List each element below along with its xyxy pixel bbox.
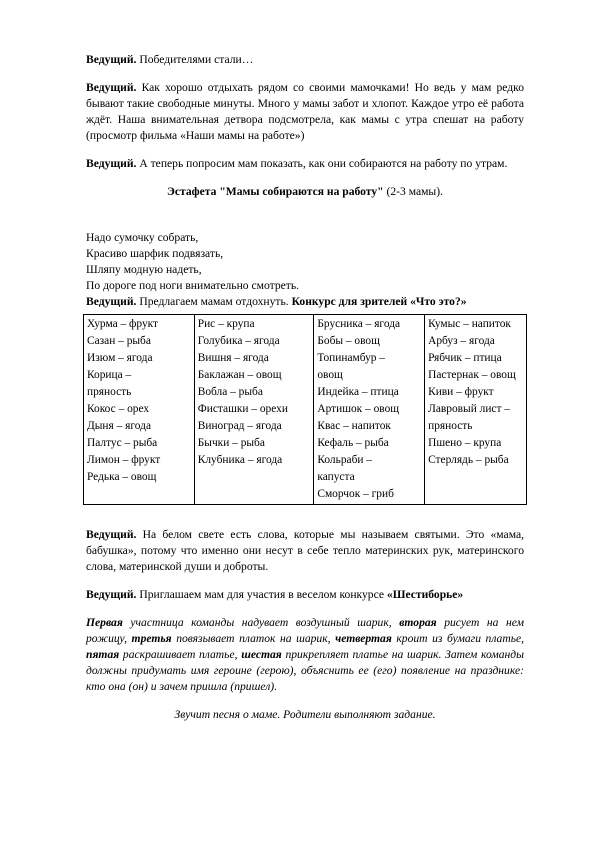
table-cell-line: Кефаль – рыба	[317, 437, 389, 449]
table-cell-line: Клубника – ягода	[197, 454, 283, 466]
table-cell-line: Лавровый лист –	[428, 403, 510, 415]
table-cell-line: Пастернак – овощ	[428, 369, 516, 381]
table-cell-line: Дыня – ягода	[87, 420, 151, 432]
table-cell-line: Арбуз – ягода	[428, 335, 495, 347]
table-cell-line: Бобы – овощ	[317, 335, 380, 347]
table-cell-line: овощ	[317, 369, 343, 381]
table-cell-line: Сазан – рыба	[87, 335, 151, 347]
table-cell-line: Рябчик – птица	[428, 352, 502, 364]
table-row	[84, 315, 527, 505]
table-cell-line: Редька – овощ	[87, 471, 157, 483]
table-column-1	[84, 315, 195, 505]
contest-task-description: Первая участница команды надувает воздушный шарик, вторая рисует на нем рожицу, третья повязывает платок на шарик, четвертая кроит из бумаги платье, пятая раскрашивает платье, шестая прикрепляет платье на шарик. Затем команды должны придумать имя героине (герою), объяснить ее (его) появление на празднике: кто она (он) и зачем пришла (пришел).	[86, 616, 525, 693]
table-cell-line: пряность	[87, 386, 132, 398]
table-cell-line: Вобла – рыба	[197, 386, 263, 398]
table-cell-line: Фисташки – орехи	[197, 403, 288, 415]
table-cell-line: Кокос – орех	[87, 403, 150, 415]
words-table	[83, 314, 527, 505]
table-cell-line: Пшено – крупа	[428, 437, 502, 449]
poem-line: Красиво шарфик подвязать,	[86, 247, 224, 260]
table-column-2	[194, 315, 314, 505]
table-cell-line: Кольраби –	[317, 454, 372, 466]
table-cell-line: Индейка – птица	[317, 386, 399, 398]
table-cell-line: капуста	[317, 471, 355, 483]
poem	[86, 230, 524, 294]
table-cell-line: Хурма – фрукт	[87, 318, 159, 330]
poem-line: Шляпу модную надеть,	[86, 263, 202, 276]
host-paragraph-sacred-words: Ведущий. На белом свете есть слова, которые мы называем святыми. Это «мама, бабушка», потому что именно они несут в себе тепло материнских рук, материнского слова, материнской души и доброты.	[86, 528, 524, 573]
host-line-winners: Ведущий. Победителями стали…	[86, 53, 254, 66]
speaker-label: Ведущий.	[86, 157, 137, 170]
table-cell-line: Топинамбур –	[317, 352, 386, 364]
poem-line: Надо сумочку собрать,	[86, 231, 199, 244]
table-cell-line: Киви – фрукт	[428, 386, 494, 398]
speaker-label: Ведущий.	[86, 588, 137, 601]
document-page	[86, 52, 524, 723]
speaker-label: Ведущий.	[86, 528, 137, 541]
host-paragraph-mothers: Ведущий. Как хорошо отдыхать рядом со своими мамочками! Но ведь у мам редко бывают такие свободные минуты. Много у мамы забот и хлопот. Каждое утро её работа ждёт. Наша внимательная детвора подсмотрела, как мамы с утра спешат на работу (просмотр фильма «Наши мамы на работе»)	[86, 81, 524, 142]
table-cell-line: Изюм – ягода	[87, 352, 153, 364]
closing-note: Звучит песня о маме. Родители выполняют задание.	[174, 708, 436, 721]
table-cell-line: Баклажан – овощ	[197, 369, 282, 381]
host-line-invitation: Ведущий. Приглашаем мам для участия в веселом конкурсе «Шестиборье»	[86, 588, 464, 601]
table-cell-line: Артишок – овощ	[317, 403, 400, 415]
table-cell-line: Бычки – рыба	[197, 437, 265, 449]
table-cell-line: Сморчок – гриб	[317, 488, 394, 500]
table-cell-line: Кумыс – напиток	[428, 318, 511, 330]
table-column-4	[425, 315, 527, 505]
speaker-label: Ведущий.	[86, 53, 137, 66]
table-cell-line: пряность	[428, 420, 473, 432]
table-cell-line: Лимон – фрукт	[87, 454, 161, 466]
host-paragraph-morning: Ведущий. А теперь попросим мам показать, как они собираются на работу по утрам.	[86, 157, 508, 170]
table-cell-line: Вишня – ягода	[197, 352, 269, 364]
table-cell-line: Рис – крупа	[197, 318, 255, 330]
table-cell-line: Голубика – ягода	[197, 335, 280, 347]
speaker-label: Ведущий.	[86, 295, 137, 308]
relay-heading: Эстафета "Мамы собираются на работу" (2-3 мамы).	[167, 185, 443, 198]
table-cell-line: Квас – напиток	[317, 420, 391, 432]
table-column-3	[314, 315, 425, 505]
table-cell-line: Брусника – ягода	[317, 318, 401, 330]
speaker-label: Ведущий.	[86, 81, 137, 94]
table-cell-line: Стерлядь – рыба	[428, 454, 509, 466]
table-cell-line: Виноград – ягода	[197, 420, 282, 432]
host-line-contest: Ведущий. Предлагаем мамам отдохнуть. Конкурс для зрителей «Что это?»	[86, 295, 467, 308]
table-cell-line: Палтус – рыба	[87, 437, 158, 449]
table-cell-line: Корица –	[87, 369, 132, 381]
poem-line: По дороге под ноги внимательно смотреть.	[86, 279, 300, 292]
